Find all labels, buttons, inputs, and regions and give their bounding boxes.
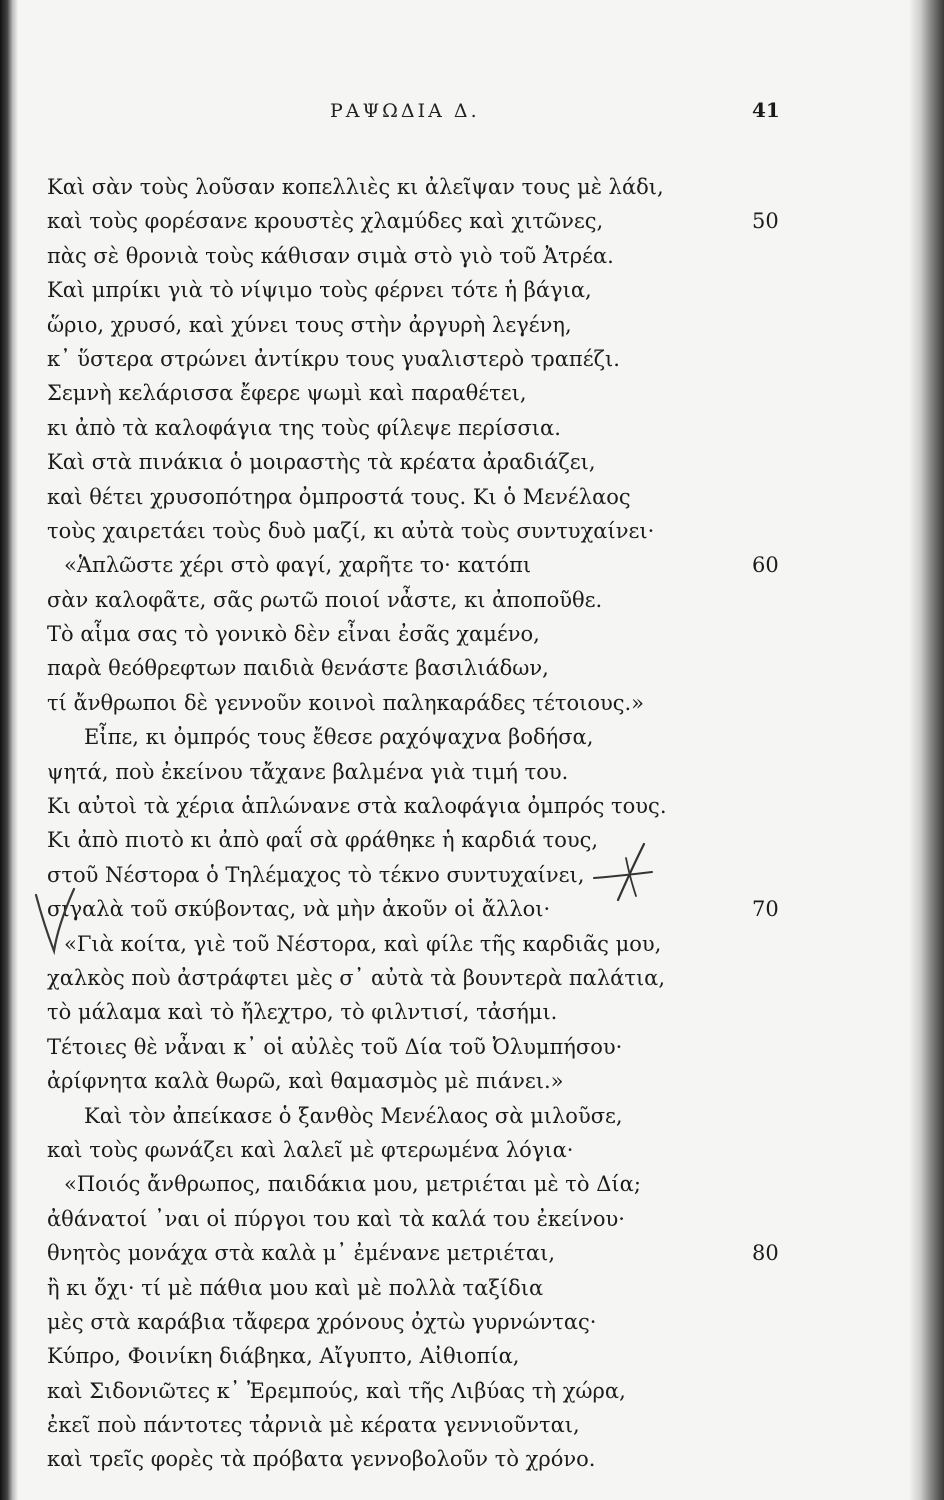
verse-line [0, 1030, 820, 1064]
verse-line [0, 239, 820, 273]
verse-line [0, 1271, 820, 1305]
verse-line-text: κ᾽ ὕστερα στρώνει ἀντίκρυ τους γυαλιστερὸ τραπέζι. [47, 346, 620, 371]
verse-line [0, 376, 820, 410]
verse-line-text: Καὶ σὰν τοὺς λοῦσαν κοπελλιὲς κι ἀλεῖψαν τους μὲ λάδι, [47, 175, 664, 199]
line-number: 60 [752, 553, 779, 578]
verse-line [0, 583, 820, 617]
verse-line-text: ἀρίφνητα καλὰ θωρῶ, καὶ θαμασμὸς μὲ πιάνει.» [47, 1069, 564, 1094]
verse-line-text: σὰν καλοφᾶτε, σᾶς ρωτῶ ποιοί νἆστε, κι ἀποποῦθε. [47, 587, 603, 612]
verse-line-text: Τὸ αἷμα σας τὸ γονικὸ δὲν εἶναι ἐσᾶς χαμένο, [47, 622, 540, 647]
line-number: 80 [752, 1241, 779, 1266]
verse-line [0, 548, 820, 582]
verse-line-text: πὰς σὲ θρονιὰ τοὺς κάθισαν σιμὰ στὸ γιὸ τοῦ Ἀτρέα. [47, 243, 614, 268]
verse-line-text: στοῦ Νέστορα ὁ Τηλέμαχος τὸ τέκνο συντυχαίνει, [47, 862, 585, 887]
verse-line [0, 1202, 820, 1236]
verse-line [0, 1339, 820, 1373]
verse-line [0, 1374, 820, 1408]
verse-line-text: Σεμνὴ κελάρισσα ἔφερε ψωμὶ καὶ παραθέτει, [47, 381, 527, 406]
verse-line [0, 892, 820, 926]
verse-line-text: «Γιὰ κοίτα, γιὲ τοῦ Νέστορα, καὶ φίλε τῆς καρδιᾶς μου, [64, 931, 662, 956]
verse-line-text: καὶ τοὺς φωνάζει καὶ λαλεῖ μὲ φτερωμένα λόγια· [47, 1137, 574, 1162]
verse-line [0, 445, 820, 479]
verse-line-text: ὥριο, χρυσό, καὶ χύνει τους στὴν ἀργυρὴ λεγένη, [47, 312, 572, 337]
pencil-cross-mark [588, 838, 658, 908]
verse-line [0, 514, 820, 548]
verse-line [0, 789, 820, 823]
verse-line-text: ψητά, ποὺ ἐκείνου τἄχανε βαλμένα γιὰ τιμή του. [47, 759, 569, 784]
verse-line [0, 1305, 820, 1339]
page-binding-shadow-right [910, 0, 944, 1500]
verse-line-text: Τέτοιες θὲ νἆναι κ᾽ οἱ αὐλὲς τοῦ Δία τοῦ Ὀλυμπήσου· [47, 1034, 623, 1059]
verse-line [0, 755, 820, 789]
verse-line [0, 927, 820, 961]
verse-line [0, 720, 820, 754]
verse-line [0, 686, 820, 720]
verse-line-text: καὶ τρεῖς φορὲς τὰ πρόβατα γεννοβολοῦν τὸ χρόνο. [47, 1447, 596, 1472]
verse-line [0, 823, 820, 857]
verse-line-text: θνητὸς μονάχα στὰ καλὰ μ᾽ ἐμένανε μετριέται, [47, 1241, 555, 1266]
verse-line [0, 170, 820, 204]
verse-line-text: Κι ἀπὸ πιοτὸ κι ἀπὸ φαΐ σὰ φράθηκε ἡ καρδιά τους, [47, 828, 599, 853]
verse-line [0, 858, 820, 892]
verse-line [0, 995, 820, 1029]
verse-line [0, 204, 820, 238]
verse-line-text: Κι αὐτοὶ τὰ χέρια ἁπλώνανε στὰ καλοφάγια ὀμπρός τους. [47, 794, 667, 819]
verse-line-text: «Ἁπλῶστε χέρι στὸ φαγί, χαρῆτε το· κατόπι [64, 553, 532, 578]
pencil-check-mark [30, 885, 80, 960]
verse-line [0, 961, 820, 995]
running-header: ΡΑΨΩΔΙΑ Δ. [330, 100, 480, 122]
verse-line-text: ἐκεῖ ποὺ πάντοτες τἀρνιὰ μὲ κέρατα γεννιοῦνται, [47, 1413, 580, 1438]
verse-line-text: κι ἀπὸ τὰ καλοφάγια της τοὺς φίλεψε περίσσια. [47, 415, 561, 440]
line-number: 70 [752, 897, 779, 922]
verse-line-text: τοὺς χαιρετάει τοὺς δυὸ μαζί, κι αὐτὰ τοὺς συντυχαίνει· [47, 518, 655, 543]
verse-line-text: Καὶ μπρίκι γιὰ τὸ νίψιμο τοὺς φέρνει τότε ἡ βάγια, [47, 278, 592, 303]
verse-line-text: Εἶπε, κι ὀμπρός τους ἔθεσε ραχόψαχνα βοδήσα, [84, 725, 594, 750]
verse-line [0, 1236, 820, 1270]
page-number: 41 [752, 98, 780, 122]
verse-line-text: καὶ θέτει χρυσοπότηρα ὀμπροστά τους. Κι ὁ Μενέλαος [47, 484, 631, 509]
verse-line-text: Κύπρο, Φοινίκη διάβηκα, Αἴγυπτο, Αἰθιοπία, [47, 1344, 520, 1369]
line-number: 50 [752, 209, 779, 234]
verse-line-text: τὸ μάλαμα καὶ τὸ ἤλεχτρο, τὸ φιλντισί, τἀσήμι. [47, 1000, 558, 1025]
verse-line-text: παρὰ θεόθρεφτων παιδιὰ θενάστε βασιλιάδων, [47, 656, 549, 681]
verse-line-text: μὲς στὰ καράβια τἄφερα χρόνους ὀχτὼ γυρνώντας· [47, 1309, 597, 1334]
verse-line-text: «Ποιός ἄνθρωπος, παιδάκια μου, μετριέται μὲ τὸ Δία; [64, 1172, 641, 1197]
verse-line [0, 1167, 820, 1201]
verse-line-text: καὶ τοὺς φορέσανε κρουστὲς χλαμύδες καὶ χιτῶνες, [47, 209, 604, 234]
verse-line [0, 617, 820, 651]
verse-line [0, 651, 820, 685]
verse-line-text: Καὶ στὰ πινάκια ὁ μοιραστὴς τὰ κρέατα ἀραδιάζει, [47, 450, 596, 475]
verse-line [0, 273, 820, 307]
verse-line [0, 1064, 820, 1098]
verse-line-text: καὶ Σιδονιῶτες κ᾽ Ἐρεμπούς, καὶ τῆς Λιβύας τὴ χώρα, [47, 1378, 626, 1403]
verse-line-text: ἀθάνατοί ᾽ναι οἱ πύργοι του καὶ τὰ καλά του ἐκείνου· [47, 1206, 625, 1231]
verse-line [0, 1133, 820, 1167]
verse-line-text: τί ἄνθρωποι δὲ γεννοῦν κοινοὶ παληκαράδες τέτοιους.» [47, 690, 645, 715]
verse-line [0, 342, 820, 376]
verse-line [0, 1099, 820, 1133]
verse-line-text: χαλκὸς ποὺ ἀστράφτει μὲς σ᾽ αὐτὰ τὰ βουντερὰ παλάτια, [47, 965, 666, 990]
verse-line [0, 1442, 820, 1476]
verse-line-text: σιγαλὰ τοῦ σκύβοντας, νὰ μὴν ἀκοῦν οἱ ἄλλοι· [47, 897, 551, 922]
verse-block [0, 170, 820, 1477]
verse-line-text: Καὶ τὸν ἀπείκασε ὁ ξανθὸς Μενέλαος σὰ μιλοῦσε, [84, 1103, 623, 1128]
verse-line [0, 411, 820, 445]
verse-line [0, 480, 820, 514]
verse-line [0, 1408, 820, 1442]
verse-line-text: ἢ κι ὄχι· τί μὲ πάθια μου καὶ μὲ πολλὰ ταξίδια [47, 1275, 544, 1300]
verse-line [0, 308, 820, 342]
